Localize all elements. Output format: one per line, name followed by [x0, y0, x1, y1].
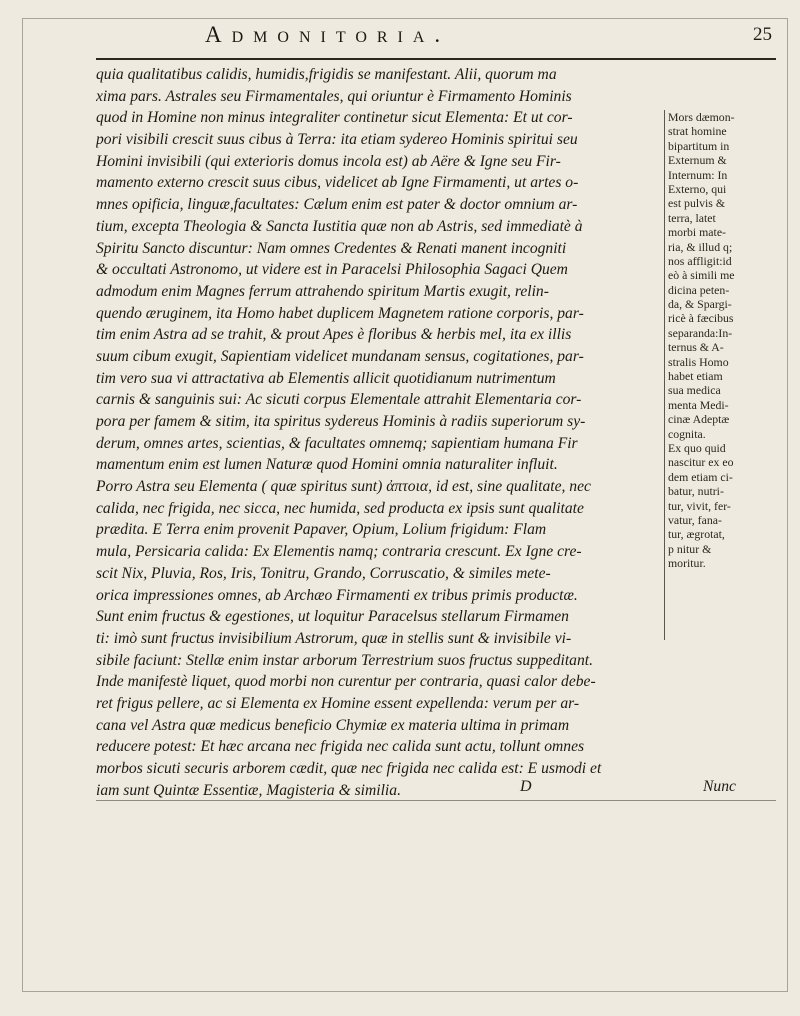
margin-note — [668, 110, 778, 571]
text-line: pora per famem & sitim, ita spiritus sydereus Hominis à radiis superiorum sy- — [96, 413, 586, 430]
margin-note-line: cognita. — [668, 426, 706, 441]
text-line: iam sunt Quintæ Essentiæ, Magisteria & similia. — [96, 781, 401, 799]
margin-note-line: bipartitum in — [668, 138, 730, 153]
text-line: quia qualitatibus calidis, humidis,frigidis se manifestant. Alii, quorum ma — [96, 66, 557, 83]
text-line: quod in Homine non minus integraliter continetur sicut Elementa: Et ut cor- — [96, 109, 573, 127]
text-line: tim vero sua vi attractativa ab Elementis allicit quotidianum nutrimentum — [96, 369, 556, 387]
margin-note-line: stralis Homo — [668, 354, 729, 369]
margin-note-line: menta Medi- — [668, 397, 729, 412]
margin-note-line: ternus & A- — [668, 340, 724, 355]
margin-note-line: da, & Spargi- — [668, 297, 732, 312]
catchword: Nunc — [703, 778, 736, 795]
text-line: mula, Persicaria calida: Ex Elementis namq; contraria crescunt. Ex Igne cre- — [96, 543, 582, 561]
margin-note-line: tur, ægrotat, — [668, 527, 725, 542]
text-line: ti: imò sunt fructus invisibilium Astrorum, quæ in stellis sunt & invisibile vi- — [96, 629, 572, 647]
margin-note-line: nos affligit:id — [668, 253, 732, 268]
margin-note-line: Ex quo quid — [668, 440, 726, 455]
margin-note-line: habet etiam — [668, 369, 723, 384]
text-line: Porro Astra seu Elementa ( quæ spiritus sunt) ἀπτοια, id est, sine qualitate, nec — [96, 478, 591, 496]
margin-note-line: nascitur ex eo — [668, 455, 734, 470]
text-line: derum, omnes artes, scientias, & facultates omnemq; sapientiam humana Fir — [96, 434, 578, 452]
text-line: calida, nec frigida, nec sicca, nec humida, sed producta ex ipsis sunt qualitate — [96, 499, 584, 517]
text-line: Homini invisibili (qui exterioris domus incola est) ab Aëre & Igne seu Fir- — [96, 152, 561, 170]
margin-note-line: morbi mate- — [668, 225, 726, 240]
text-line: suum cibum exugit, Sapientiam videlicet mundanam sensus, cogitationes, par- — [96, 347, 584, 365]
main-text-block — [96, 64, 656, 801]
text-line: sibile faciunt: Stellæ enim instar arborum Terrestrium suos fructus suppeditant. — [96, 651, 593, 669]
margin-note-line: moritur. — [668, 556, 706, 571]
text-line: quendo æruginem, ita Homo habet duplicem Magnetem ratione corporis, par- — [96, 304, 584, 322]
margin-note-line: dem etiam ci- — [668, 469, 733, 484]
margin-note-line: separanda:In- — [668, 325, 733, 340]
margin-note-line: strat homine — [668, 124, 727, 139]
margin-note-line: terra, latet — [668, 210, 716, 225]
margin-note-line: ria, & illud q; — [668, 239, 733, 254]
page-number: 25 — [753, 24, 772, 45]
margin-note-line: est pulvis & — [668, 196, 726, 211]
text-line: ret frigus pellere, ac si Elementa ex Homine essent expellenda: verum per ar- — [96, 694, 580, 712]
text-line: cana vel Astra quæ medicus beneficio Chymiæ ex materia ultima in primam — [96, 716, 570, 734]
text-line: Inde manifestè liquet, quod morbi non curentur per contraria, quasi calor debe- — [96, 673, 596, 691]
footer-rule — [96, 800, 776, 801]
text-line: carnis & sanguinis sui: Ac sicuti corpus Elementale attrahit Elementaria cor- — [96, 391, 582, 409]
margin-note-line: dicina peten- — [668, 282, 730, 297]
margin-note-line: vatur, fana- — [668, 512, 722, 527]
margin-note-line: Externum & — [668, 153, 727, 168]
text-line: mnes opificia, linguæ,facultates: Cælum enim est pater & doctor omnium ar- — [96, 196, 578, 214]
signature-mark: D — [520, 778, 532, 795]
margin-note-line: ricè à fæcibus — [668, 311, 734, 326]
text-line: prædita. E Terra enim provenit Papaver, Opium, Lolium frigidum: Flam — [96, 521, 547, 539]
margin-note-line: Externo, qui — [668, 181, 727, 196]
text-line: tium, excepta Theologia & Sancta Iustitia quæ non ab Astris, sed immediatè à — [96, 217, 583, 235]
margin-divider — [664, 110, 665, 640]
margin-note-line: batur, nutri- — [668, 484, 724, 499]
margin-note-line: tur, vivit, fer- — [668, 498, 731, 513]
text-line: Spiritu Sancto discuntur: Nam omnes Credentes & Renati manent incogniti — [96, 239, 567, 257]
header-rule — [96, 58, 776, 60]
text-line: tim enim Astra ad se trahit, & prout Apes è floribus & herbis mel, ita ex illis — [96, 326, 572, 344]
running-title: Admonitoria. — [205, 22, 451, 47]
text-line: & occultati Astronomo, ut videre est in Paracelsi Philosophia Sagaci Quem — [96, 261, 568, 279]
text-line: admodum enim Magnes ferrum attrahendo spiritum Martis exugit, relin- — [96, 282, 549, 300]
text-line: reducere potest: Et hæc arcana nec frigida nec calida sunt actu, tollunt omnes — [96, 738, 585, 756]
text-line: Sunt enim fructus & egestiones, ut loquitur Paracelsus stellarum Firmamen — [96, 608, 569, 626]
text-line: scit Nix, Pluvia, Ros, Iris, Tonitru, Grando, Corruscatio, & similes mete- — [96, 564, 551, 582]
margin-note-line: Mors dæmon- — [668, 110, 735, 124]
margin-note-line: cinæ Adeptæ — [668, 412, 730, 427]
text-line: pori visibili crescit suus cibus à Terra: ita etiam sydereo Hominis spiritui seu — [96, 131, 578, 149]
text-line: morbos sicuti securis arborem cædit, quæ nec frigida nec calida est: E usmodi et — [96, 760, 602, 777]
text-line: mamentum enim est lumen Naturæ quod Homini omnia naturaliter influit. — [96, 456, 558, 474]
margin-note-line: eò à simili me — [668, 268, 735, 283]
text-line: mamento externo crescit suus cibus, videlicet ab Igne Firmamenti, ut artes o- — [96, 174, 579, 192]
margin-note-line: sua medica — [668, 383, 721, 398]
margin-note-line: p nitur & — [668, 541, 712, 556]
margin-note-line: Internum: In — [668, 167, 728, 182]
text-line: xima pars. Astrales seu Firmamentales, qui oriuntur è Firmamento Hominis — [96, 87, 572, 105]
text-line: orica impressiones omnes, ab Archæo Firmamenti ex tribus primis productæ. — [96, 586, 578, 604]
